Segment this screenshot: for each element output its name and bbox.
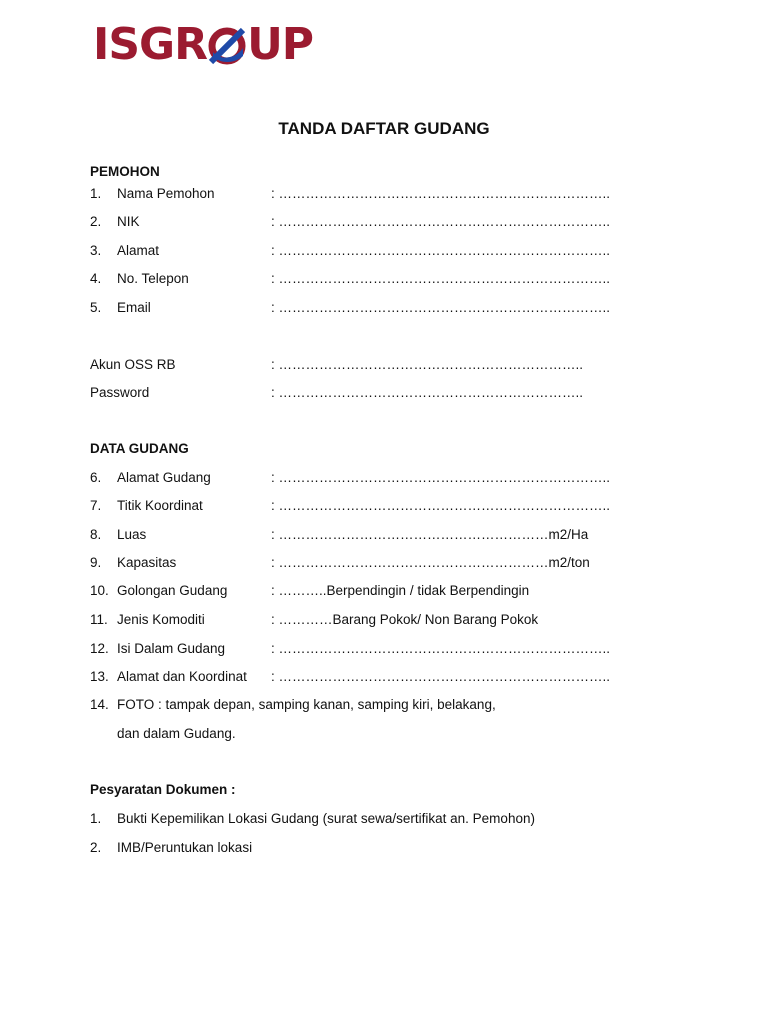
logo-o-icon xyxy=(207,22,247,68)
row-label: Isi Dalam Gudang xyxy=(117,641,226,656)
section-heading-pemohon: PEMOHON xyxy=(90,164,160,179)
row-value-blank: : ………………………………………………………….. xyxy=(271,385,584,400)
row-number: 6. xyxy=(90,470,102,485)
row-number: 7. xyxy=(90,498,102,513)
row-value: : …………Barang Pokok/ Non Barang Pokok xyxy=(271,612,539,627)
row-value-blank: : ……………………………………………………………….. xyxy=(271,214,611,229)
row-value-blank: : ……………………………………………………m2/Ha xyxy=(271,527,589,542)
row-value: : ………..Berpendingin / tidak Berpendingin xyxy=(271,583,530,598)
row-number: 11. xyxy=(90,612,108,627)
row-value-blank: : ……………………………………………………m2/ton xyxy=(271,555,590,570)
row-number: 10. xyxy=(90,583,109,598)
row-number: 5. xyxy=(90,300,102,315)
row-value-blank: : ……………………………………………………………….. xyxy=(271,470,611,485)
row-value-blank: : ……………………………………………………………….. xyxy=(271,498,611,513)
row-number: 13. xyxy=(90,669,109,684)
row-label: IMB/Peruntukan lokasi xyxy=(117,840,253,855)
row-number: 1. xyxy=(90,186,102,201)
row-value-blank: : ……………………………………………………………….. xyxy=(271,271,611,286)
row-number: 8. xyxy=(90,527,102,542)
logo-text-suffix: UP xyxy=(247,19,314,70)
row-number: 2. xyxy=(90,840,102,855)
row-value-blank: : ……………………………………………………………….. xyxy=(271,186,611,201)
row-label: No. Telepon xyxy=(117,271,189,286)
row-label: Jenis Komoditi xyxy=(117,612,205,627)
row-label: Bukti Kepemilikan Lokasi Gudang (surat sewa/sertifikat an. Pemohon) xyxy=(117,811,535,826)
row-label: Alamat xyxy=(117,243,160,258)
isgroup-logo xyxy=(93,19,314,70)
row-value-blank: : ……………………………………………………………….. xyxy=(271,641,611,656)
row-number: 1. xyxy=(90,811,102,826)
row-label: Kapasitas xyxy=(117,555,177,570)
page-title: TANDA DAFTAR GUDANG xyxy=(278,119,490,138)
row-label: Luas xyxy=(117,527,147,542)
section-heading-dokumen: Pesyaratan Dokumen : xyxy=(90,782,236,797)
row-label: Golongan Gudang xyxy=(117,583,228,598)
row-value-blank: : ……………………………………………………………….. xyxy=(271,669,611,684)
logo-text-prefix: ISGR xyxy=(93,19,208,70)
foto-continuation: dan dalam Gudang. xyxy=(117,726,236,741)
row-label: NIK xyxy=(117,214,140,229)
row-label: Akun OSS RB xyxy=(90,357,176,372)
row-number: 9. xyxy=(90,555,102,570)
row-label: Alamat dan Koordinat xyxy=(117,669,247,684)
row-label: Password xyxy=(90,385,150,400)
row-label: Nama Pemohon xyxy=(117,186,215,201)
row-value-blank: : ………………………………………………………….. xyxy=(271,357,584,372)
row-number: 2. xyxy=(90,214,102,229)
row-number: 12. xyxy=(90,641,109,656)
row-value-blank: : ……………………………………………………………….. xyxy=(271,300,611,315)
row-value-blank: : ……………………………………………………………….. xyxy=(271,243,611,258)
row-number: 14. xyxy=(90,697,109,712)
row-label: Email xyxy=(117,300,151,315)
row-number: 3. xyxy=(90,243,102,258)
row-label: Titik Koordinat xyxy=(117,498,203,513)
row-number: 4. xyxy=(90,271,102,286)
section-heading-data-gudang: DATA GUDANG xyxy=(90,441,189,456)
row-label: FOTO : tampak depan, samping kanan, samping kiri, belakang, xyxy=(117,697,496,712)
row-label: Alamat Gudang xyxy=(117,470,211,485)
